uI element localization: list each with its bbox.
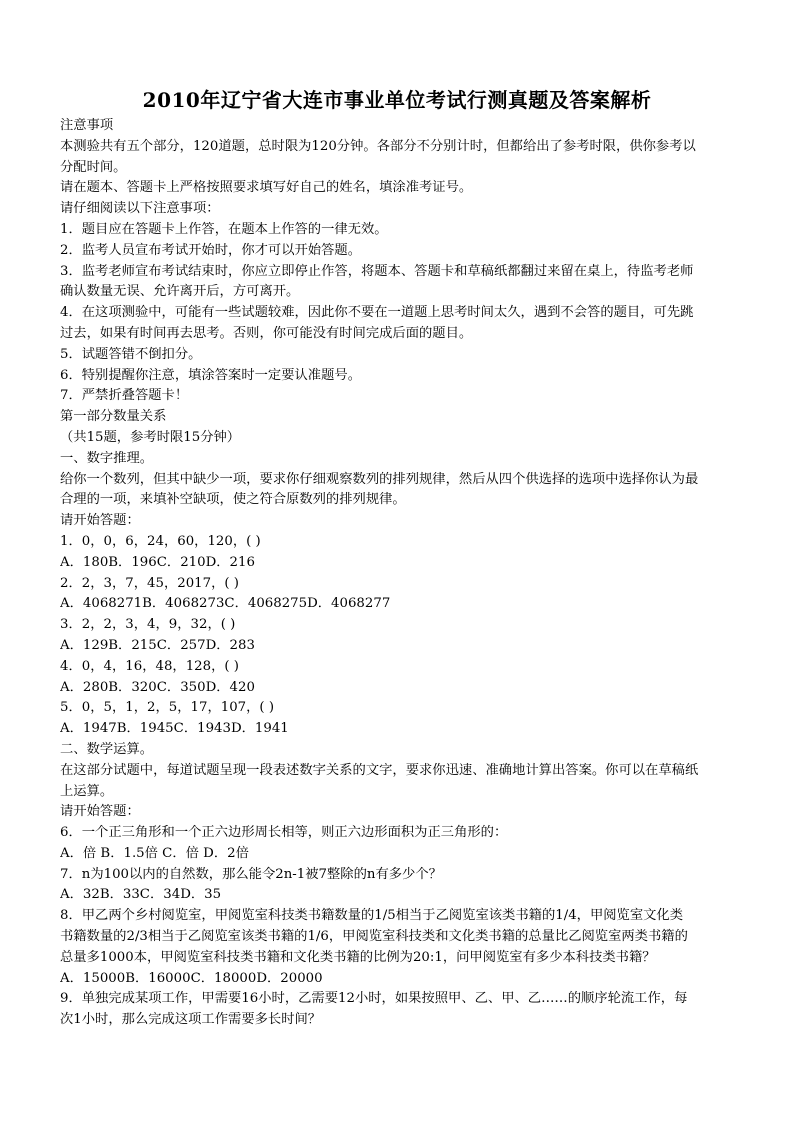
text-line: 9．单独完成某项工作，甲需要16小时，乙需要12小时，如果按照甲、乙、甲、乙……的顺序轮流工作，每 [60,991,688,1007]
text-line: 请开始答题： [60,513,140,529]
text-line: 请开始答题： [60,804,140,820]
text-line: 7．n为100以内的自然数，那么能令2n-1被7整除的n有多少个？ [60,866,442,882]
text-line: 次1小时，那么完成这项工作需要多长时间？ [60,1012,322,1028]
document-title: 2010年辽宁省大连市事业单位考试行测真题及答案解析 [142,88,652,112]
text-line: 3．2，2，3，4，9，32，( ) [60,617,236,633]
text-line: 1．0，0，6，24，60，120，( ) [60,533,261,549]
text-line: 注意事项 [60,118,114,133]
text-line: 5．试题答错不倒扣分。 [60,346,202,362]
text-line: 1．题目应在答题卡上作答，在题本上作答的一律无效。 [60,221,388,237]
text-line: 合理的一项，来填补空缺项，使之符合原数列的排列规律。 [60,492,406,508]
text-line: A．倍 B．1.5倍 C．倍 D．2倍 [60,845,249,861]
document-body [60,116,736,1031]
text-line: A．129B．215C．257D．283 [60,637,255,653]
text-line: 8．甲乙两个乡村阅览室，甲阅览室科技类书籍数量的1/5相当于乙阅览室该类书籍的1/4，甲阅览室文化类 [60,908,684,924]
text-line: 在这部分试题中，每道试题呈现一段表述数字关系的文字，要求你迅速、准确地计算出答案。你可以在草稿纸 [60,762,699,778]
text-line: A．4068271B．4068273C．4068275D．4068277 [60,596,391,612]
text-line: 本测验共有五个部分，120道题，总时限为120分钟。各部分不分别计时，但都给出了参考时限，供你参考以 [60,138,696,154]
text-line: 请仔细阅读以下注意事项： [60,201,220,217]
text-line: A．180B．196C．210D．216 [60,554,255,570]
text-line: 一、数字推理。 [60,450,154,466]
text-line: 总量多1000本，甲阅览室科技类书籍和文化类书籍的比例为20:1，问甲阅览室有多少本科技类书籍？ [60,949,656,965]
text-line: 2．监考人员宣布考试开始时，你才可以开始答题。 [60,242,361,258]
text-line: 5．0，5，1，2，5，17，107，( ) [60,700,275,716]
text-line: 二、数学运算。 [60,741,154,757]
text-line: 2．2，3，7，45，2017，( ) [60,575,239,591]
text-line: 4．0，4，16，48，128，( ) [60,658,239,674]
text-line: A．1947B．1945C．1943D．1941 [60,721,289,737]
text-line: 分配时间。 [60,159,127,175]
text-line: 过去，如果有时间再去思考。否则，你可能没有时间完成后面的题目。 [60,325,473,341]
text-line: 3．监考老师宣布考试结束时，你应立即停止作答，将题本、答题卡和草稿纸都翻过来留在桌上，待监考老师 [60,263,694,279]
text-line: 给你一个数列，但其中缺少一项，要求你仔细观察数列的排列规律，然后从四个供选择的选项中选择你认为最 [60,471,699,487]
text-line: A．280B．320C．350D．420 [60,679,255,695]
text-line: 4．在这项测验中，可能有一些试题较难，因此你不要在一道题上思考时间太久，遇到不会答的题目，可先跳 [60,305,694,321]
text-line: 确认数量无误、允许离开后，方可离开。 [60,284,300,300]
text-line: A．32B．33C．34D．35 [60,887,222,903]
text-line: 6．一个正三角形和一个正六边形周长相等，则正六边形面积为正三角形的： [60,825,508,841]
text-line: （共15题，参考时限15分钟） [60,429,241,445]
text-line: 书籍数量的2/3相当于乙阅览室该类书籍的1/6，甲阅览室科技类和文化类书籍的总量比乙阅览室两类书籍的 [60,929,688,945]
text-line: 第一部分数量关系 [60,409,167,425]
text-line: 6．特别提醒你注意，填涂答案时一定要认准题号。 [60,367,361,383]
text-line: 上运算。 [60,783,114,799]
text-line: 请在题本、答题卡上严格按照要求填写好自己的姓名，填涂准考证号。 [60,180,473,196]
text-line: A．15000B．16000C．18000D．20000 [60,970,323,986]
text-line: 7．严禁折叠答题卡！ [60,388,189,404]
